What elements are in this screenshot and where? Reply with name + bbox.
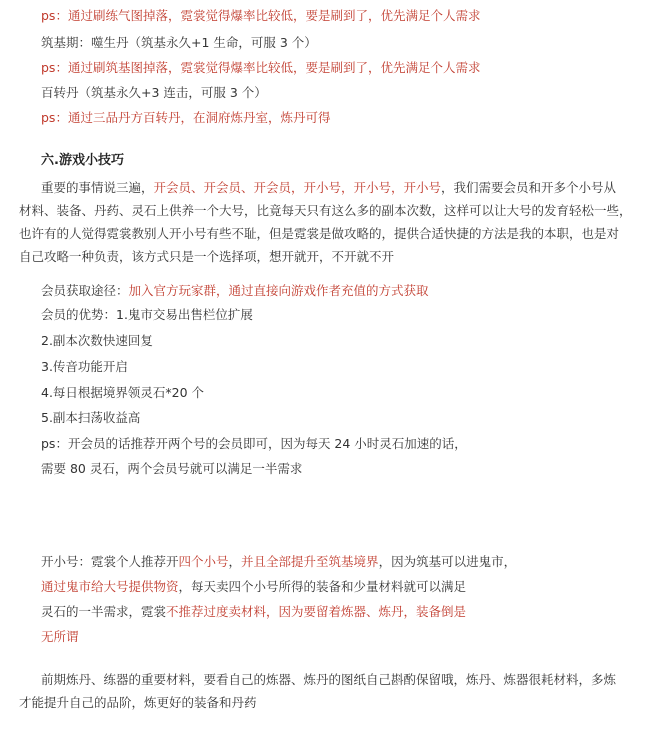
membership-source: 会员获取途径：加入官方玩家群，通过直接向游戏作者充值的方式获取	[41, 283, 429, 298]
early-materials-line2: 才能提升自己的品阶，炼更好的装备和丹药	[19, 695, 257, 710]
alt-account-line2: 通过鬼市给大号提供物资，每天卖四个小号所得的装备和少量材料就可以满足	[41, 579, 467, 594]
ps-line-zhuji: ps：通过刷筑基图掉落，霓裳觉得爆率比较低，要是刷到了，优先满足个人需求	[41, 60, 481, 75]
ps-line-lianqi: ps：通过刷练气图掉落，霓裳觉得爆率比较低，要是刷到了，优先满足个人需求	[41, 8, 481, 23]
paragraph-tips-line1: 重要的事情说三遍，开会员、开会员、开会员，开小号，开小号，开小号，我们需要会员和开多个小号从	[41, 180, 617, 195]
paragraph-tips-line4: 自己攻略一种负责，该方式只是一个选择项，想开就开，不开就不开	[19, 249, 395, 264]
membership-ps-cont: 需要 80 灵石，两个会员号就可以满足一半需求	[41, 461, 303, 476]
pill-baizhuan: 百转丹（筑基永久+3 连击，可服 3 个）	[41, 85, 267, 100]
zhuji-pill-shisheng: 筑基期：噬生丹（筑基永久+1 生命，可服 3 个）	[41, 35, 317, 50]
membership-benefit-1: 会员的优势：1.鬼市交易出售栏位扩展	[41, 307, 253, 322]
membership-benefit-2: 2.副本次数快速回复	[41, 333, 153, 348]
alt-account-line1: 开小号：霓裳个人推荐开四个小号，并且全部提升至筑基境界，因为筑基可以进鬼市，	[41, 554, 517, 569]
membership-benefit-4: 4.每日根据境界领灵石*20 个	[41, 385, 205, 400]
paragraph-tips-line3: 也许有的人觉得霓裳教别人开小号有些不耻，但是霓裳是做攻略的，提供合适快捷的方法是我的本职，也是对	[19, 226, 620, 241]
alt-account-line4: 无所谓	[41, 629, 79, 644]
section-heading: 六.游戏小技巧	[41, 153, 124, 168]
membership-benefit-5: 5.副本扫荡收益高	[41, 410, 141, 425]
membership-ps: ps：开会员的话推荐开两个号的会员即可，因为每天 24 小时灵石加速的话，	[41, 436, 467, 451]
paragraph-tips-line2: 材料、装备、丹药、灵石上供养一个大号，比竟每天只有这么多的副本次数，这样可以让大号的发育轻松一些，	[19, 203, 632, 218]
ps-line-baizhuan: ps：通过三品丹方百转丹，在洞府炼丹室，炼丹可得	[41, 110, 331, 125]
early-materials-line1: 前期炼丹、练器的重要材料，要看自己的炼器、炼丹的图纸自己斟酌保留哦，炼丹、炼器很耗材料，多炼	[41, 672, 617, 687]
alt-account-line3: 灵石的一半需求，霓裳不推荐过度卖材料，因为要留着炼器、炼丹，装备倒是	[41, 604, 467, 619]
membership-benefit-3: 3.传音功能开启	[41, 359, 128, 374]
